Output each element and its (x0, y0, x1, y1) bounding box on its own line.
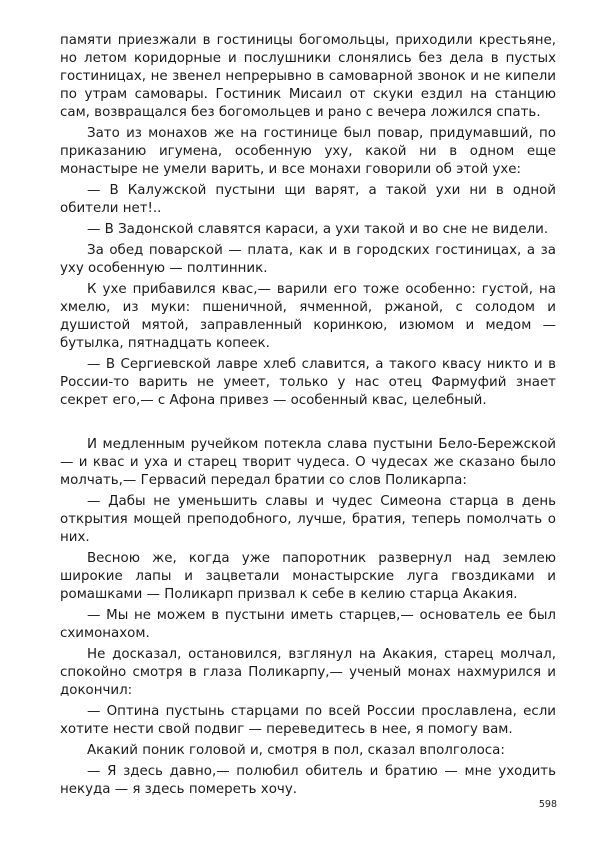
paragraph: — Мы не можем в пустыни иметь старцев,— основатель ее был схимонахом. (60, 608, 556, 641)
page-text (60, 32, 556, 802)
paragraph: Не досказал, остановился, взглянул на Акакия, старец молчал, спокойно смотря в глаза Поликарпу,— ученый монах нахмурился и докончил: (60, 647, 556, 698)
paragraph: Весною же, когда уже папоротник развернул над землею широкие лапы и зацветали монастырские луга гвоздиками и ромашками — Поликарп призвал к себе в келию старца Акакия. (60, 551, 556, 602)
paragraph: И медленным ручейком потекла слава пустыни Бело-Бережской — и квас и уха и старец творит чудеса. О чудесах же сказано было молчать,— Гервасий передал братии со слов Поликарпа: (60, 437, 556, 488)
paragraph: — В Калужской пустыни щи варят, а такой ухи ни в одной обители нет!.. (60, 183, 556, 216)
section-gap (60, 413, 556, 436)
paragraph: памяти приезжали в гостиницы богомольцы, приходили крестьяне, но летом коридорные и послушники слонялись без дела в пустых гостиницах, не звенел непрерывно в самоварной звонок и не кипели по утрам самовары. Гостиник Мисаил от скуки ездил на станцию сам, возвращался без богомольцев и рано с вечера ложился спать. (60, 33, 556, 120)
paragraph: — В Задонской славятся караси, а ухи такой и во сне не видели. (87, 222, 549, 237)
paragraph: За обед поварской — плата, как и в городских гостиницах, а за уху особенную — полтинник. (60, 243, 556, 276)
page-number: 598 (538, 799, 557, 810)
paragraph: — Я здесь давно,— полюбил обитель и братию — мне уходить некуда — я здесь помереть хочу. (60, 764, 556, 797)
paragraph: Акакий поник головой и, смотря в пол, сказал вполголоса: (87, 743, 505, 758)
paragraph: — В Сергиевской лавре хлеб славится, а такого квасу никто и в России-то варить не умеет, только у нас отец Фармуфий знает секрет его,— с Афона привез — особенный квас, целебный. (60, 357, 556, 408)
paragraph: — Оптина пустынь старцами по всей России прославлена, если хотите нести свой подвиг — переведитесь в нее, я помогу вам. (60, 704, 556, 737)
paragraph: — Дабы не уменьшить славы и чудес Симеона старца в день открытия мощей преподобного, лучше, братия, теперь помолчать о них. (60, 494, 556, 545)
paragraph: К ухе прибавился квас,— варили его тоже особенно: густой, на хмелю, из муки: пшеничной, ячменной, ржаной, с солодом и душистой мятой, заправленный коринкою, изюмом и медом — бутылка, пятнадцать копеек. (60, 282, 556, 351)
paragraph: Зато из монахов же на гостинице был повар, придумавший, по приказанию игумена, особенную уху, какой ни в одном еще монастыре не умели варить, и все монахи говорили об этой ухе: (60, 126, 556, 177)
